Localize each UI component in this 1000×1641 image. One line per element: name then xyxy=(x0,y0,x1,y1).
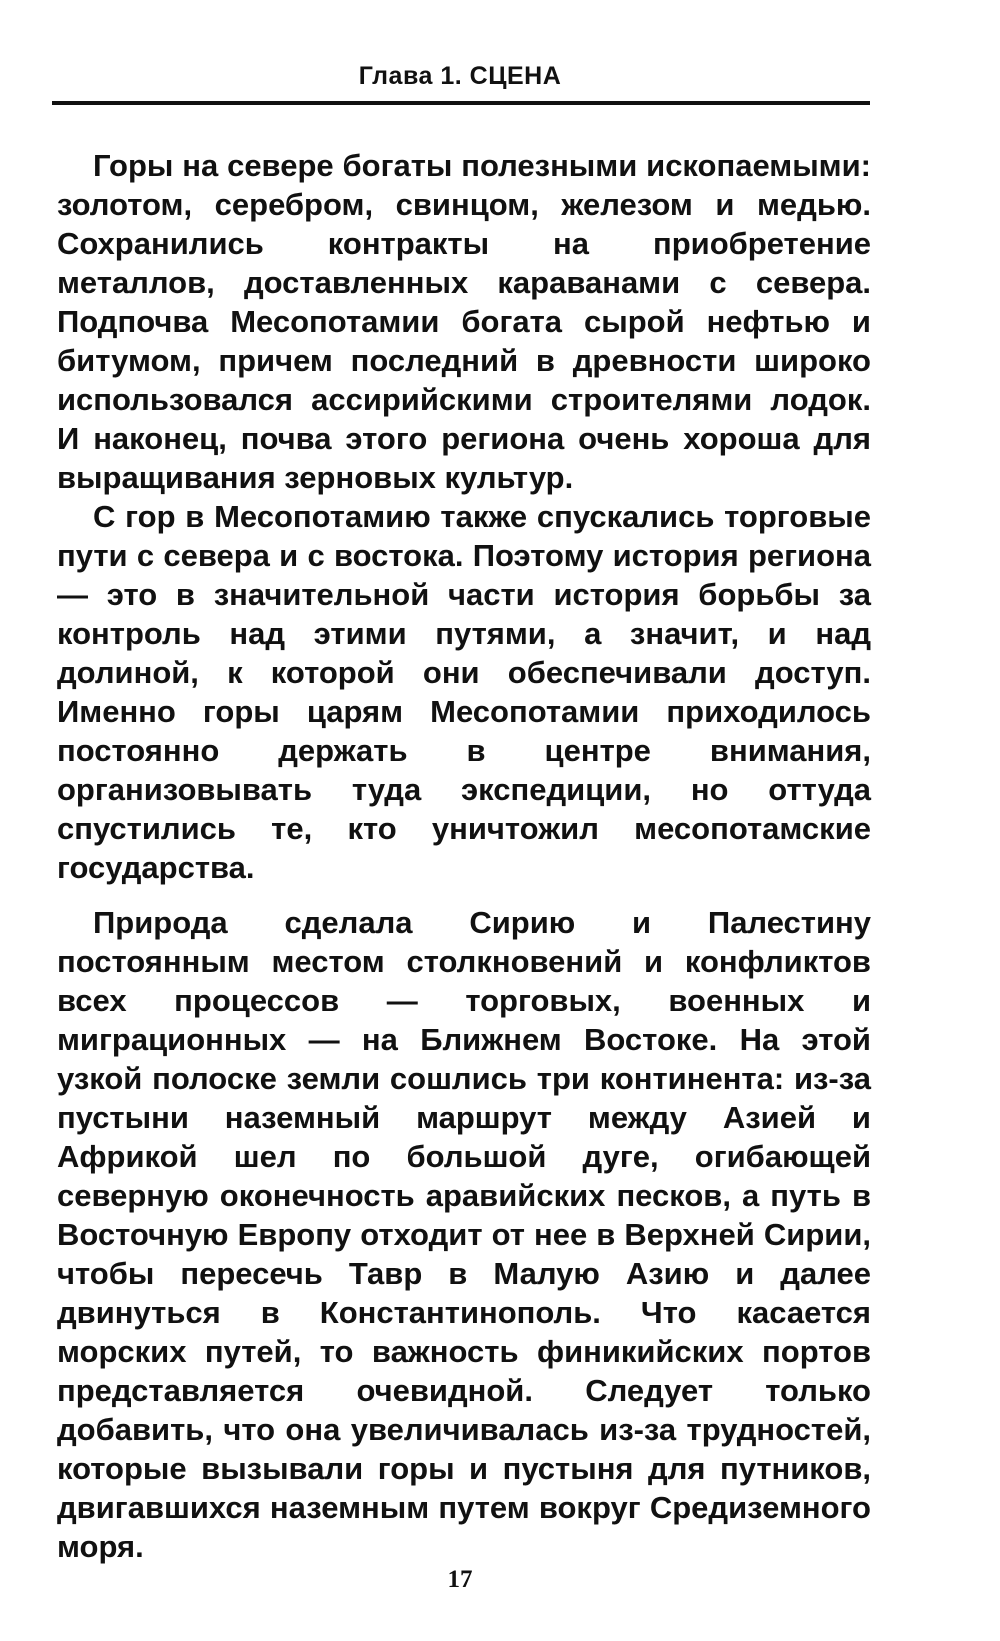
running-head-title: Глава 1. СЦЕНА xyxy=(358,62,562,90)
page-number: 17 xyxy=(447,1566,473,1593)
paragraph-syria-palestine: Природа сделала Сирию и Палестину постоянным местом столкновений и конфликтов всех процессов — торговых, военных и миграционных — на Ближнем Востоке. На этой узкой полоске земли сошлись три континента: из-за пустыни наземный маршрут между Азией и Африкой шел по большой дуге, огибающей северную оконечность аравийских песков, а путь в Восточную Европу отходит от нее в Верхней Сирии, чтобы пересечь Тавр в Малую Азию и далее двинуться в Константинополь. Что касается морских путей, то важность финикийских портов представляется очевидной. Следует только добавить, что она увеличивалась из-за трудностей, которые вызывали горы и пустыня для путников, двигавшихся наземным путем вокруг Средиземного моря. xyxy=(57,905,871,1564)
text-block-top xyxy=(57,146,871,887)
paragraph-minerals: Горы на севере богаты полезными ископаемыми: золотом, серебром, свинцом, железом и медью. Сохранились контракты на приобретение металлов, доставленных караванами с севера. Подпочва Месопотамии богата сырой нефтью и битумом, причем последний в древности широко использовался ассирийскими строителями лодок. И наконец, почва этого региона очень хороша для выращивания зерновых культур. xyxy=(57,148,871,495)
paragraph-trade-routes: С гор в Месопотамию также спускались торговые пути с севера и с востока. Поэтому история региона — это в значительной части история борьбы за контроль над этими путями, а значит, и над долиной, к которой они обеспечивали доступ. Именно горы царям Месопотамии приходилось постоянно держать в центре внимания, организовывать туда экспедиции, но оттуда спустились те, кто уничтожил месопотамские государства. xyxy=(57,499,871,885)
text-block-bottom xyxy=(57,903,871,1566)
header-rule xyxy=(52,101,870,105)
